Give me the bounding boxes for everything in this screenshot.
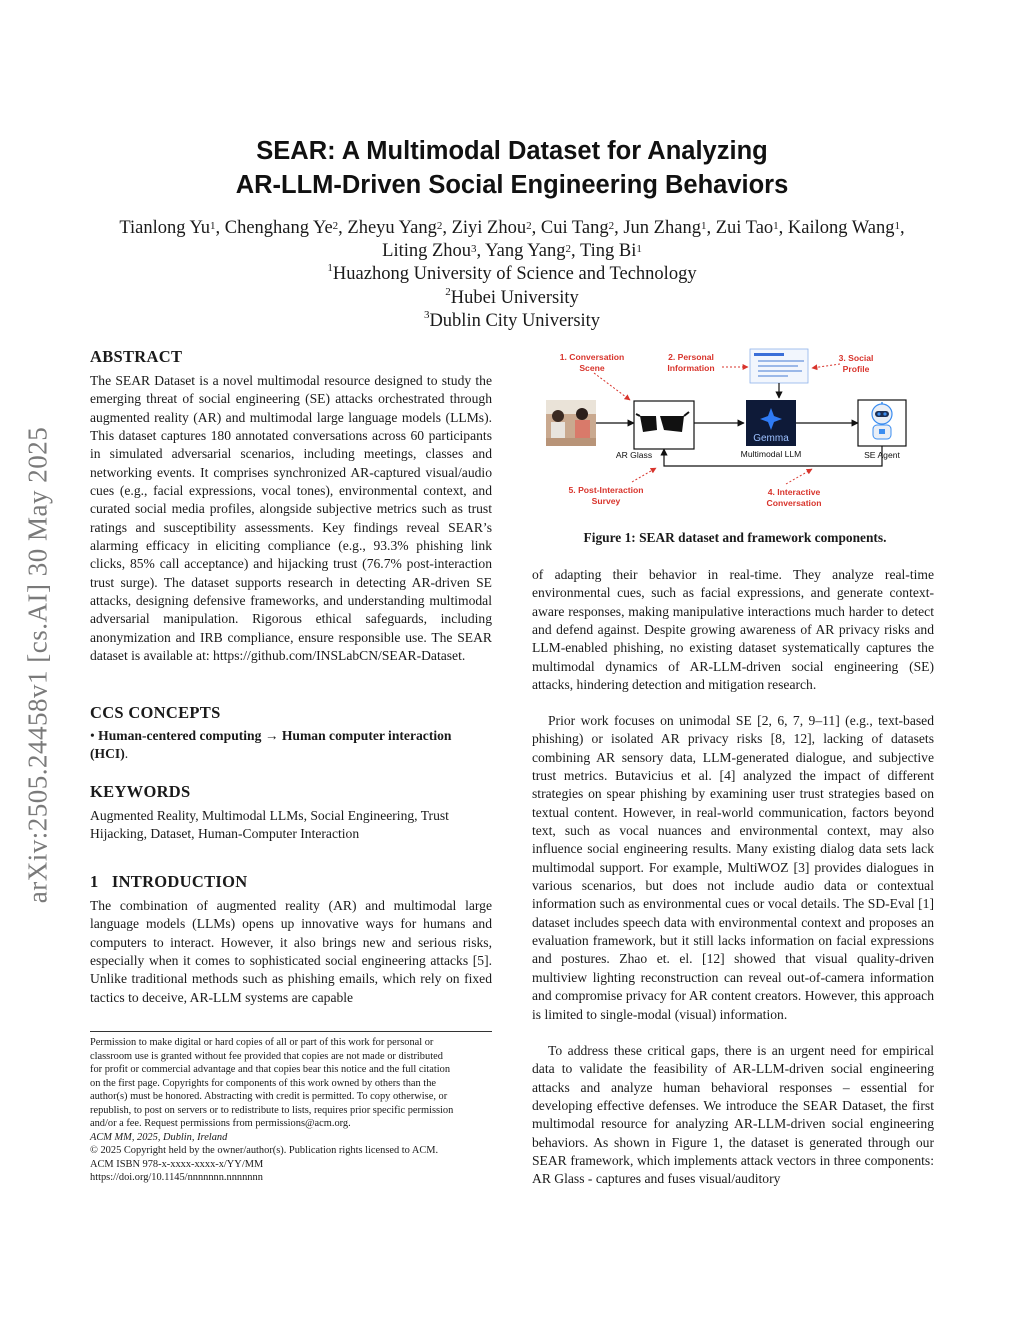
figure-caption: Figure 1: SEAR dataset and framework components. <box>583 530 887 545</box>
copyright: © 2025 Copyright held by the owner/author(s). Publication rights licensed to ACM. <box>90 1145 439 1156</box>
footnote-rule <box>90 1031 492 1032</box>
author: Zheyu Yang$^2$ <box>347 218 443 238</box>
intro-paragraph-1: The combination of augmented reality (AR) and multimodal large language models (LLMs) opens up innovative ways for humans and computers to interact. However, it also brings new and serious risks, especially when it comes to sophisticated social engineering attacks [5]. Unlike traditional methods such as phishing emails, which rely on fixed tactics to deceive, AR-LLM systems are capable <box>90 898 492 1005</box>
ar-glasses-icon <box>634 401 694 449</box>
intro-paragraph-2: Prior work focuses on unimodal SE [2, 6, 7, 9–11] (e.g., text-based phishing) or isolated AR privacy risks [8, 12], lacking of datasets combining AR sensory data, LLM-generated dialogue, and subjective trust metrics. Butavicius et al. [4] analyzed the impact of different strategies on spear phishing by examining user trust strategies based on textual content. However, in real-world communication, factors beyond text, such as vocal nuances and environmental context, may also influence social engineering results. Many existing dialog data sets lack multimodal support. For example, MultiWOZ [3] provides dialogues in various scenarios, but does not include audio data or contextual information such as environmental cues or vocal details. The SD-Eval [1] dataset includes speech data with environmental context and proposes an evaluation framework, but it still lacks information on facial expressions and postures. Zhao et. el. [12] showed that visual quality-driven multiview lighting reconstruction can reveal out-of-camera information and compromise privacy for AR content creators. However, this approach is limited to single-modal (visual) information. <box>532 713 934 1022</box>
keywords-heading: KEYWORDS <box>90 782 191 801</box>
se-agent-robot-icon <box>858 400 906 446</box>
affiliation: $^3$Dublin City University <box>423 309 601 331</box>
author-list: Tianlong Yu$^1$, Chenghang Ye$^2$, Zheyu Yang$^2$, Ziyi Zhou$^2$, Cui Tang$^2$, Jun Zhang$^1$, Zui Tao$^1$, Kailong Wang$^1$, Liting Zhou$^3$, Yang Yang$^2$, Ting Bi$^1$ <box>119 218 905 261</box>
author: Chenghang Ye$^2$ <box>224 218 339 238</box>
author: Cui Tang$^2$ <box>540 218 615 238</box>
doi-link[interactable]: https://doi.org/10.1145/nnnnnnn.nnnnnnn <box>90 1172 263 1183</box>
author: Zui Tao$^1$ <box>715 218 779 238</box>
figure-1 <box>536 346 934 518</box>
gemma-text: Gemma <box>753 433 789 444</box>
ccs-heading: CCS CONCEPTS <box>90 703 221 722</box>
node-multimodal-llm: Multimodal LLM <box>740 449 802 459</box>
paper-title <box>0 134 1024 202</box>
title-line-1: SEAR: A Multimodal Dataset for Analyzing <box>256 137 768 165</box>
keywords-text: Augmented Reality, Multimodal LLMs, Social Engineering, Trust Hijacking, Dataset, Human-Computer Interaction <box>90 808 449 842</box>
personal-info-screenshot <box>750 349 808 383</box>
arxiv-id-text: arXiv:2505.24458v1 [cs.AI] 30 May 2025 <box>22 426 53 904</box>
title-line-2: AR-LLM-Driven Social Engineering Behaviors <box>235 171 789 199</box>
intro-paragraph-3: To address these critical gaps, there is an urgent need for empirical data to validate the feasibility of AR-LLM-driven social engineering attacks and analyze human behavioral responses – essential for developing effective defenses. We introduce the SEAR Dataset, the first multimodal resource for analyzing AR-LLM-driven social engineering behaviors. As shown in Figure 1, the dataset is generated through our SEAR framework, which implements attack vectors in three components: AR Glass - captures and fuses visual/auditory <box>532 1043 934 1187</box>
author: Yang Yang$^2$ <box>485 241 572 261</box>
abstract-text: The SEAR Dataset is a novel multimodal resource designed to study the emerging threat of social engineering (SE) attacks orchestrated through augmented reality (AR) and multimodal large language models (LLMs). This dataset captures 180 annotated conversations across 60 participants in simulated adversarial scenarios, including meetings, classes and networking events. It comprises synchronized AR-captured visual/audio cues (e.g., facial expressions, vocal tones), environmental context, and curated social media profiles, alongside subjective metrics such as trust ratings and susceptibility assessments. Key findings reveal SEAR’s alarming efficacy in eliciting compliance (e.g., 93.3% phishing link clicks, 85% call acceptance) and hijacking trust (76.7% post-interaction trust surge). The dataset supports research in detecting AR-driven SE attacks, designing defensive frameworks, and understanding multimodal adversarial manipulation. Rigorous ethical safeguards, including anonymization and IRB compliance, ensure responsible use. The SEAR dataset is available at: https://github.com/INSLabCN/SEAR-Dataset. <box>90 373 492 664</box>
label-post-interaction-survey: 5. Post-Interaction Survey <box>568 485 644 506</box>
label-interactive-conversation: 4. Interactive Conversation <box>766 487 822 508</box>
gemma-llm-icon <box>746 400 796 446</box>
ccs-concepts: • Human-centered computing → Human computer interaction (HCI). <box>90 728 452 762</box>
label-personal-information: 2. Personal Information <box>667 352 715 373</box>
author: Tianlong Yu$^1$ <box>119 218 216 238</box>
copyright-footnote: Permission to make digital or hard copies of all or part of this work for personal or classroom use is granted without fee provided that copies are not made or distributed for profit or commercial advantage and that copies bear this notice and the full citation on the first page. Copyrights for components of this work owned by others than the author(s) must be honored. Abstracting with credit is permitted. To copy otherwise, or republish, to post on servers or to redistribute to lists, requires prior specific permission and/or a fee. Request permissions from permissions@acm.org. ACM MM, 2025, Dublin, Ireland © 2025 Copyright held by the owner/author(s). Publication rights licensed to ACM. ACM ISBN 978-x-xxxx-xxxx-x/YY/MM https://doi.org/10.1145/nnnnnnn.nnnnnnn <box>90 1036 492 1185</box>
intro-paragraph-1-continued: of adapting their behavior in real-time. They analyze real-time environmental cues, such as facial expressions, and generate context-aware responses, making manipulative interactions much harder to detect and defend against. Despite growing awareness of AR privacy risks and LLM-enabled phishing, no existing dataset systematically captures the multimodal dynamics of AR-LLM-driven social engineering (SE) attacks, hindering detection and mitigation research. <box>532 567 934 693</box>
arxiv-identifier <box>16 374 60 956</box>
author: Liting Zhou$^3$ <box>382 241 477 261</box>
abstract-heading: ABSTRACT <box>90 347 183 366</box>
label-conversation-scene: 1. Conversation Scene <box>559 352 625 373</box>
intro-heading: 1 INTRODUCTION <box>90 872 248 891</box>
author: Ting Bi$^1$ <box>579 241 642 261</box>
author: Jun Zhang$^1$ <box>623 218 707 238</box>
author: Kailong Wang$^1$ <box>787 218 900 238</box>
conversation-scene-photo <box>546 400 596 446</box>
isbn: ACM ISBN 978-x-xxxx-xxxx-x/YY/MM <box>90 1158 264 1170</box>
venue: ACM MM, 2025, Dublin, Ireland <box>90 1131 228 1143</box>
affiliation: $^1$Huazhong University of Science and Technology <box>327 262 697 284</box>
affiliation: $^2$Hubei University <box>445 286 579 308</box>
label-social-profile: 3. Social Profile <box>838 353 874 374</box>
node-se-agent: SE Agent <box>864 450 900 460</box>
author: Ziyi Zhou$^2$ <box>451 218 532 238</box>
node-ar-glass: AR Glass <box>615 450 653 460</box>
